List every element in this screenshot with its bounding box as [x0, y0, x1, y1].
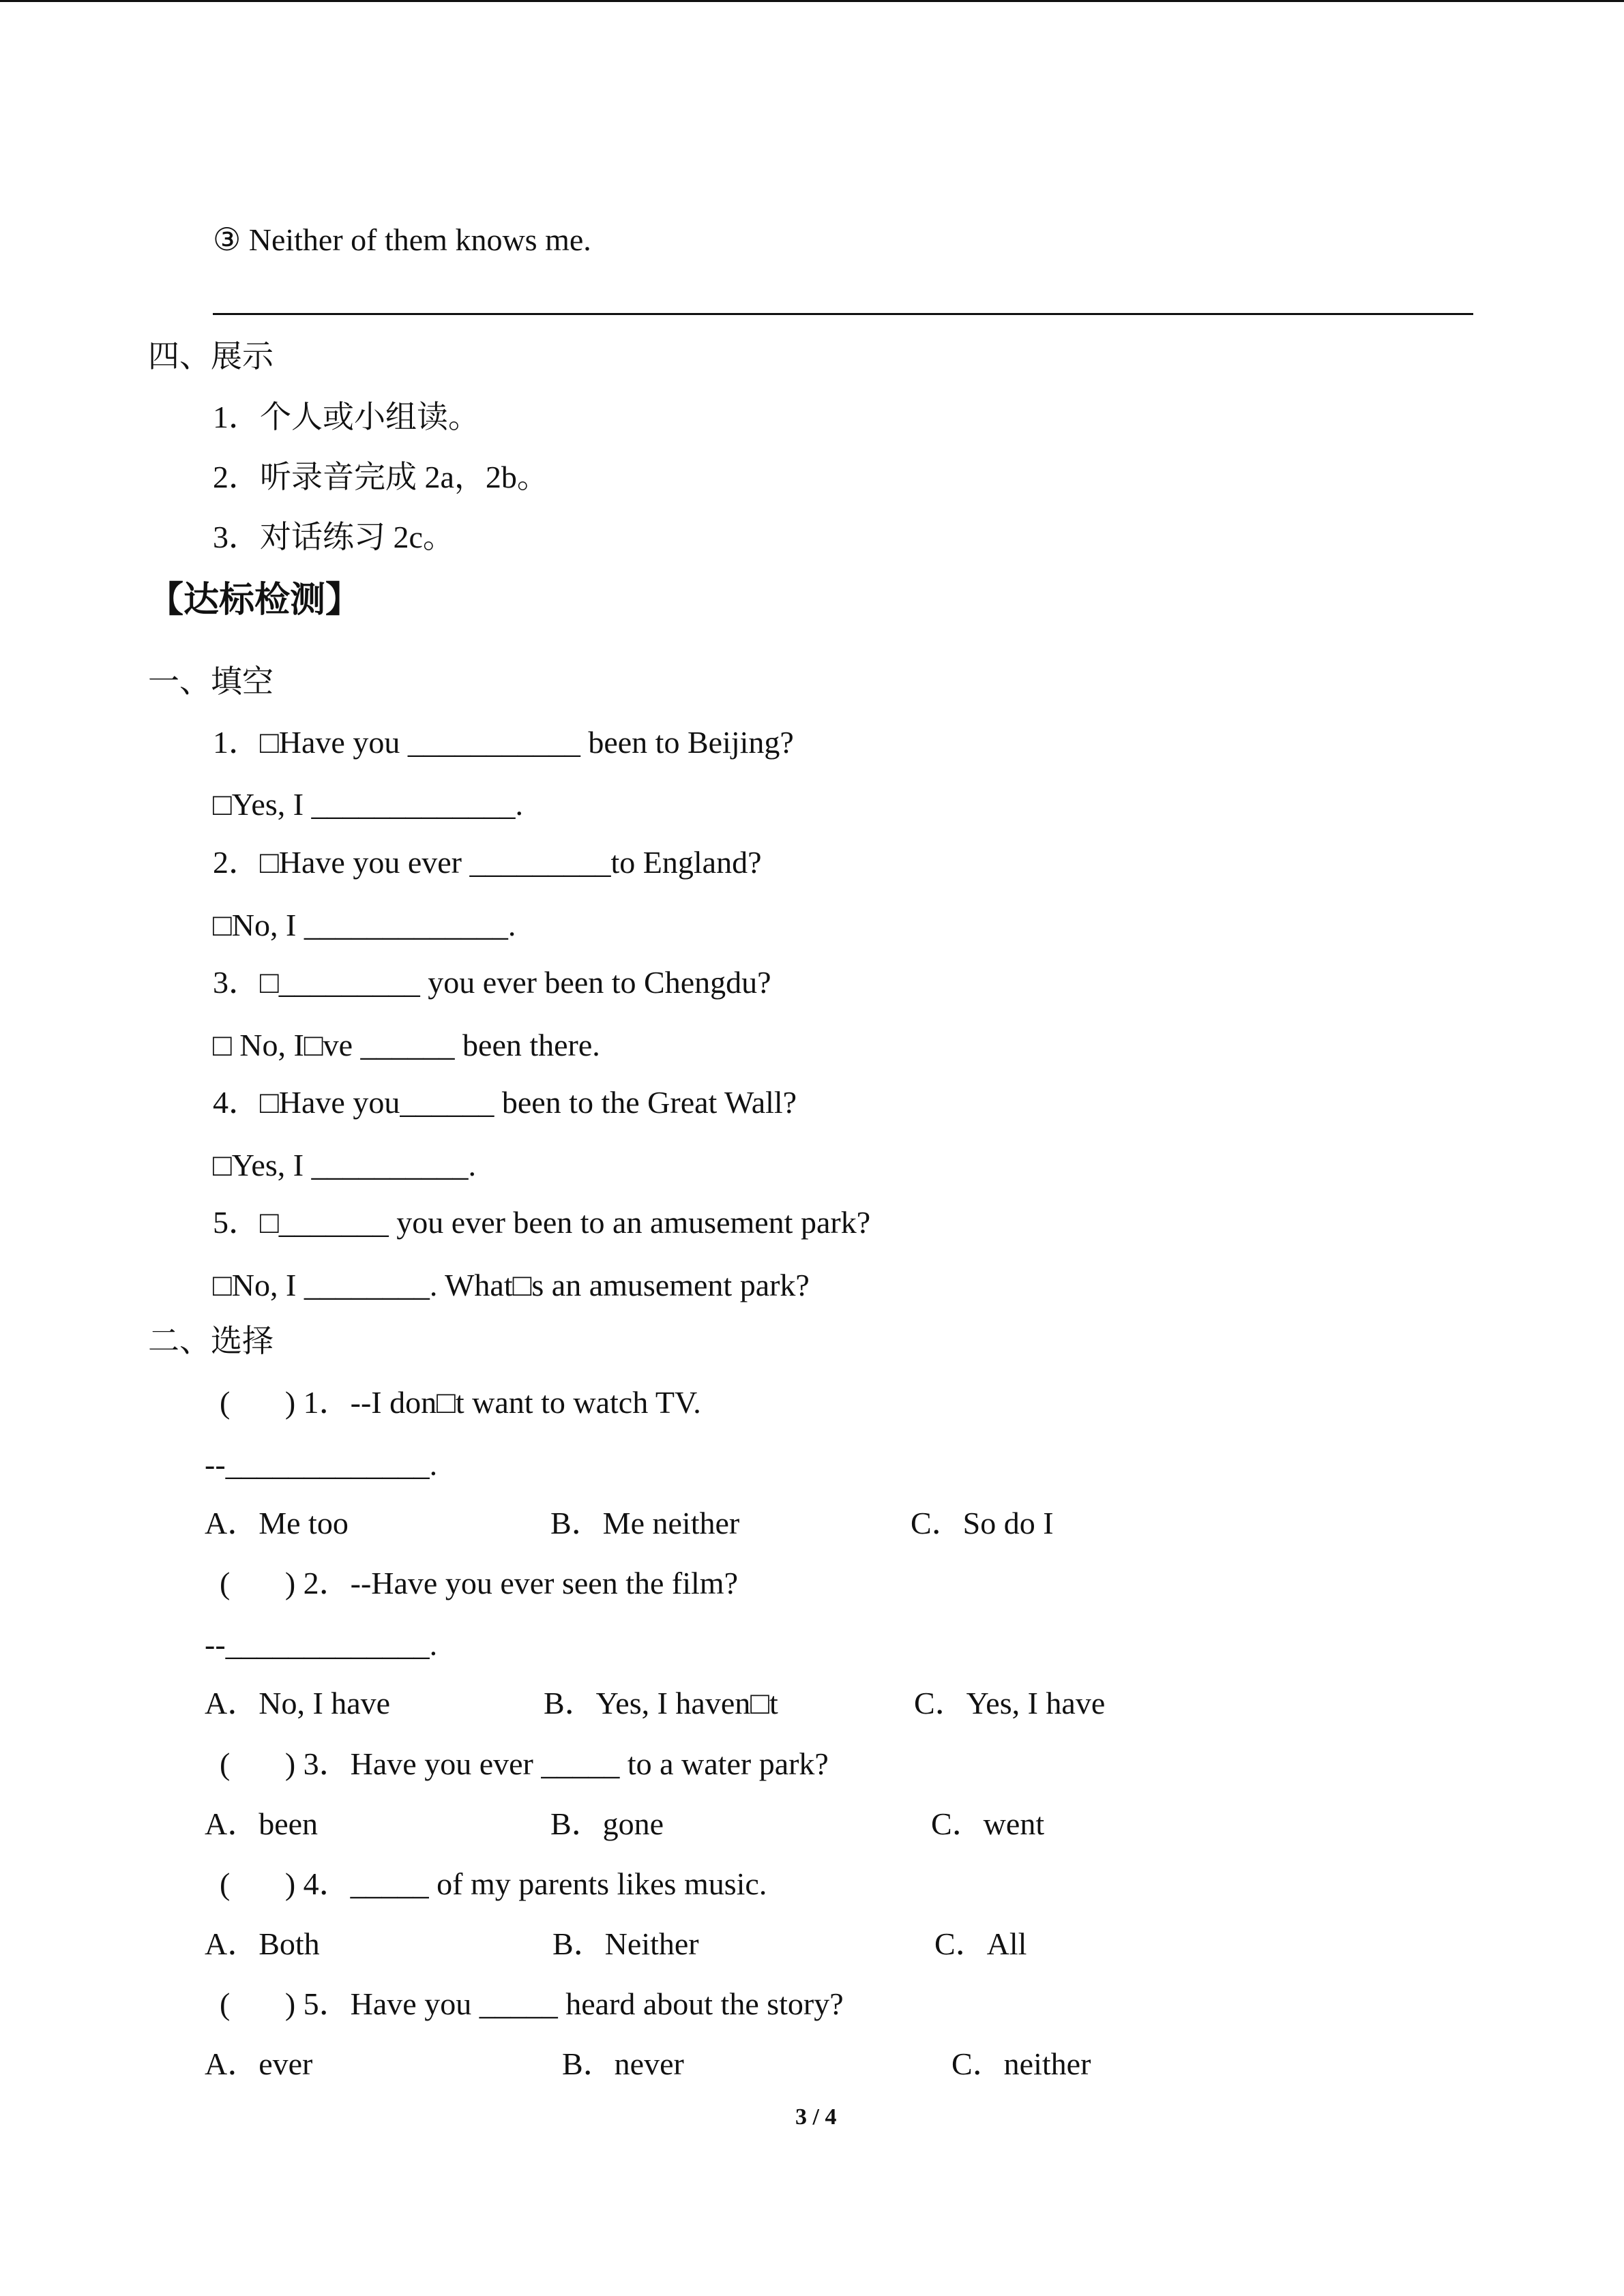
answer-line	[213, 313, 1473, 315]
fill-q3-answer: □ No, I□ve ______ been there.	[213, 1028, 600, 1062]
choice-q5-option-c: C．neither	[951, 2046, 1091, 2081]
section4-heading: 四、展示	[148, 339, 274, 374]
choice-heading: 二、选择	[148, 1324, 274, 1358]
fill-q4-question: 4．□Have you______ been to the Great Wall?	[213, 1085, 797, 1120]
fill-blank-heading: 一、填空	[148, 664, 274, 699]
choice-q5-option-b: B．never	[562, 2046, 684, 2081]
choice-q3-option-a: A．been	[205, 1806, 319, 1841]
choice-q1-blank: --_____________.	[205, 1447, 438, 1482]
choice-q1-option-a: A．Me too	[205, 1506, 349, 1540]
choice-q1-question: ( ) 1．--I don□t want to watch TV.	[220, 1385, 701, 1420]
fill-q3-question: 3．□_________ you ever been to Chengdu?	[213, 965, 771, 1000]
top-border	[0, 0, 1624, 2]
choice-q4-question: ( ) 4．_____ of my parents likes music.	[220, 1866, 767, 1901]
choice-q3-option-c: C．went	[931, 1806, 1045, 1841]
fill-q5-question: 5．□_______ you ever been to an amusement park?	[213, 1205, 871, 1240]
fill-q5-answer: □No, I ________. What□s an amusement park?	[213, 1268, 810, 1302]
fill-q1-question: 1．□Have you ___________ been to Beijing?	[213, 725, 794, 760]
choice-q2-option-b: B．Yes, I haven□t	[544, 1686, 778, 1720]
choice-q3-question: ( ) 3．Have you ever _____ to a water park?	[220, 1746, 829, 1781]
fill-q1-answer: □Yes, I _____________.	[213, 787, 524, 822]
choice-q5-option-a: A．ever	[205, 2046, 313, 2081]
fill-q2-question: 2．□Have you ever _________to England?	[213, 845, 762, 880]
choice-q2-blank: --_____________.	[205, 1627, 438, 1662]
choice-q1-option-b: B．Me neither	[550, 1506, 740, 1540]
section4-item-1: 1．个人或小组读。	[213, 400, 479, 434]
choice-q4-option-c: C．All	[934, 1926, 1027, 1961]
standards-check-heading: 【达标检测】	[148, 581, 361, 620]
page-number: 3 / 4	[795, 2104, 837, 2130]
choice-q3-option-b: B．gone	[550, 1806, 664, 1841]
choice-q2-option-a: A．No, I have	[205, 1686, 391, 1720]
section4-item-3: 3．对话练习 2c。	[213, 520, 454, 554]
choice-q2-question: ( ) 2．--Have you ever seen the film?	[220, 1566, 738, 1600]
choice-q5-question: ( ) 5．Have you _____ heard about the story?	[220, 1986, 844, 2021]
fill-q2-answer: □No, I _____________.	[213, 908, 516, 942]
choice-q1-option-c: C．So do I	[911, 1506, 1054, 1540]
choice-q4-option-a: A．Both	[205, 1926, 320, 1961]
section4-item-2: 2．听录音完成 2a，2b。	[213, 460, 548, 494]
sentence-3: ③ Neither of them knows me.	[213, 222, 591, 257]
choice-q2-option-c: C．Yes, I have	[914, 1686, 1106, 1720]
fill-q4-answer: □Yes, I __________.	[213, 1148, 477, 1182]
choice-q4-option-b: B．Neither	[552, 1926, 699, 1961]
